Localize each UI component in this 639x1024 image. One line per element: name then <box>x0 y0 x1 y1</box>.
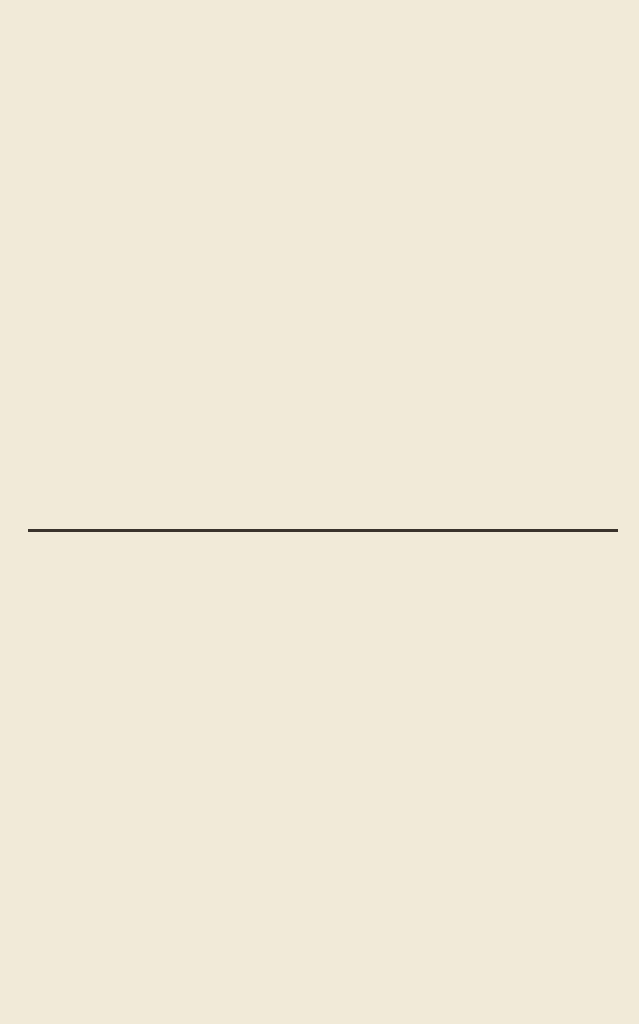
section-divider <box>28 529 618 532</box>
